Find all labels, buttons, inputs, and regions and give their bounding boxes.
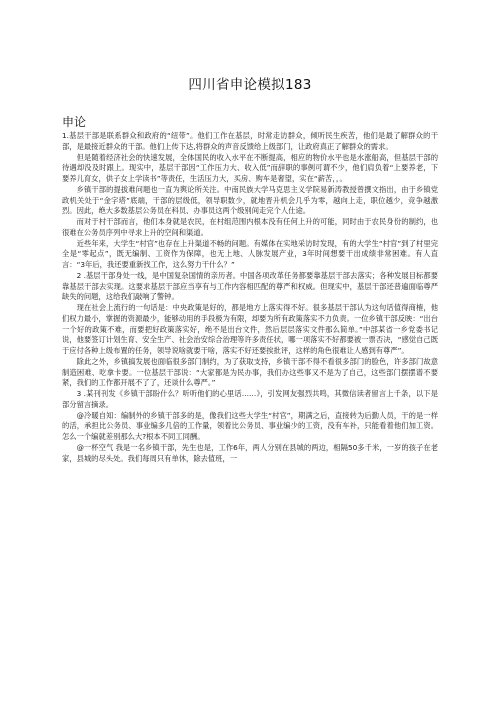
paragraph: 现在社会上流行的一句话是：中央政策是好的，都是地方上落实得不好。很多基层干部认为这句话值得商榷，他们权力最小，掌握的资源最少，能够动用的手段极为有限，却要为所有政策落实不力负责。一位乡镇干部反映：“出台一个好的政策不难，而要把好政策落实好，绝不是出台文件，然后层层落实文件那么简单。”中部某省一乡党委书记说，他要签订计划生育、安全生产、社会治安综合治理等许多责任状，哪一项落实不好都要被一票否决，“感觉自己既于应付各种上级布置的任务，领导说啥就要干啥，落实不好还要挨批评，这样的角色很难让人感到有尊严”。: [62, 303, 438, 355]
paragraph: 2 .基层干部身处一线，是中国复杂国情的亲历者。中国各项改革任务都要靠基层干部去落实；各种发展目标都要靠基层干部去实现。这要求基层干部应当享有与工作内容相匹配的尊严和权威。但现实中，基层干部还普遍面临尊严缺失的问题，这给我们敲响了警钟。: [62, 270, 438, 302]
paragraph: 3 .某刊刊发《乡镇干部盼什么？听听他们的心里话……》，引发网友强烈共鸣，其微信读者留言上千条，以下是部分留言摘录。: [62, 389, 438, 409]
paragraph: 1.基层干部是联系群众和政府的“纽带”。他们工作在基层，时常走访群众，倾听民生疾苦，他们是最了解群众的干部，是最接近群众的干部。他们上传下达,将群众的声音反馈给上级部门，让政府真正了解群众的需求。: [62, 131, 438, 151]
paragraph: 近些年来，大学生“村官”也存在上升渠道不畅的问题。有媒体在实地采访时发现，有的大学生“村官”到了村里完全是“零起点”，既无编制、工资作为保障，也无上地、人脉发展产业，3年时间想要干出成绩非常困难。有人直言：“3年后，我还要重新找工作，这么努力干什么？”: [62, 238, 438, 269]
document-title: 四川省申论模拟183: [188, 77, 312, 93]
paragraph: 乡镇干部的提拔难问题也一直为舆论所关注。中南民族大学马克思主义学院易新涛教授曾撰文指出，由于乡镇党政机关处于“金字塔”底端，干部的层级低，领导职数少，就地晋升机会几乎为零，越向上走，职位越少，竞争越激烈。因此，绝大多数基层公务员在科员、办事员这两个级别间走完个人仕途。: [62, 184, 438, 216]
paragraph: 除此之外，乡镇搞发展也面临很多部门制约，为了获取支持，乡镇干部不得不看很多部门的脸色，许多部门故意制造困难、吃拿卡要。一位基层干部说：“大家都是为民办事，我们办这些事又不是为了自己，这些部门摆摆谱不要紧，我们的工作都开展不了了，还谈什么尊严。”: [62, 356, 438, 388]
section-heading: 申论: [62, 115, 87, 129]
paragraph: @一杯空气 我是一名乡镇干部，先生也是，工作6年，两人分别在县城的两边，相隔50多千米，一岁的孩子在老家，县城的尽头处。我们每周只有单休，除去值班，一: [62, 442, 438, 463]
paragraph: 而对于村干部而言，他们本身就是农民，在村组范围内根本没有任何上升的可能，同时由于农民身份的制约，也很难在公务员序列中寻求上升的空间和渠道。: [62, 217, 438, 237]
document-body: [62, 131, 438, 464]
paragraph: 但是随着经济社会的快速发展，全体国民的收入水平在不断提高，相应的物价水平也是水涨船高，但基层干部的待遇却没及时跟上。现实中，基层干部因“工作压力大、收入低”而辞职的事例可谓不少，他们肩负着“上要养老，下要养儿育女，供子女上学读书”等责任，生活压力大，买房、购车是奢望，实在“薪苦，，。: [62, 152, 438, 183]
paragraph: @冷暖自知：编制外的乡镇干部多的是，像我们这些大学生“村官”，期满之后，直接转为后勤人员，干的是一样的活，承担比公务员、事业编多几倍的工作量，领着比公务员、事业编少的工资，没有车补，只能看着他们加工资。怎么一个编就差别那么大?根本不同工同酬。: [62, 410, 438, 441]
